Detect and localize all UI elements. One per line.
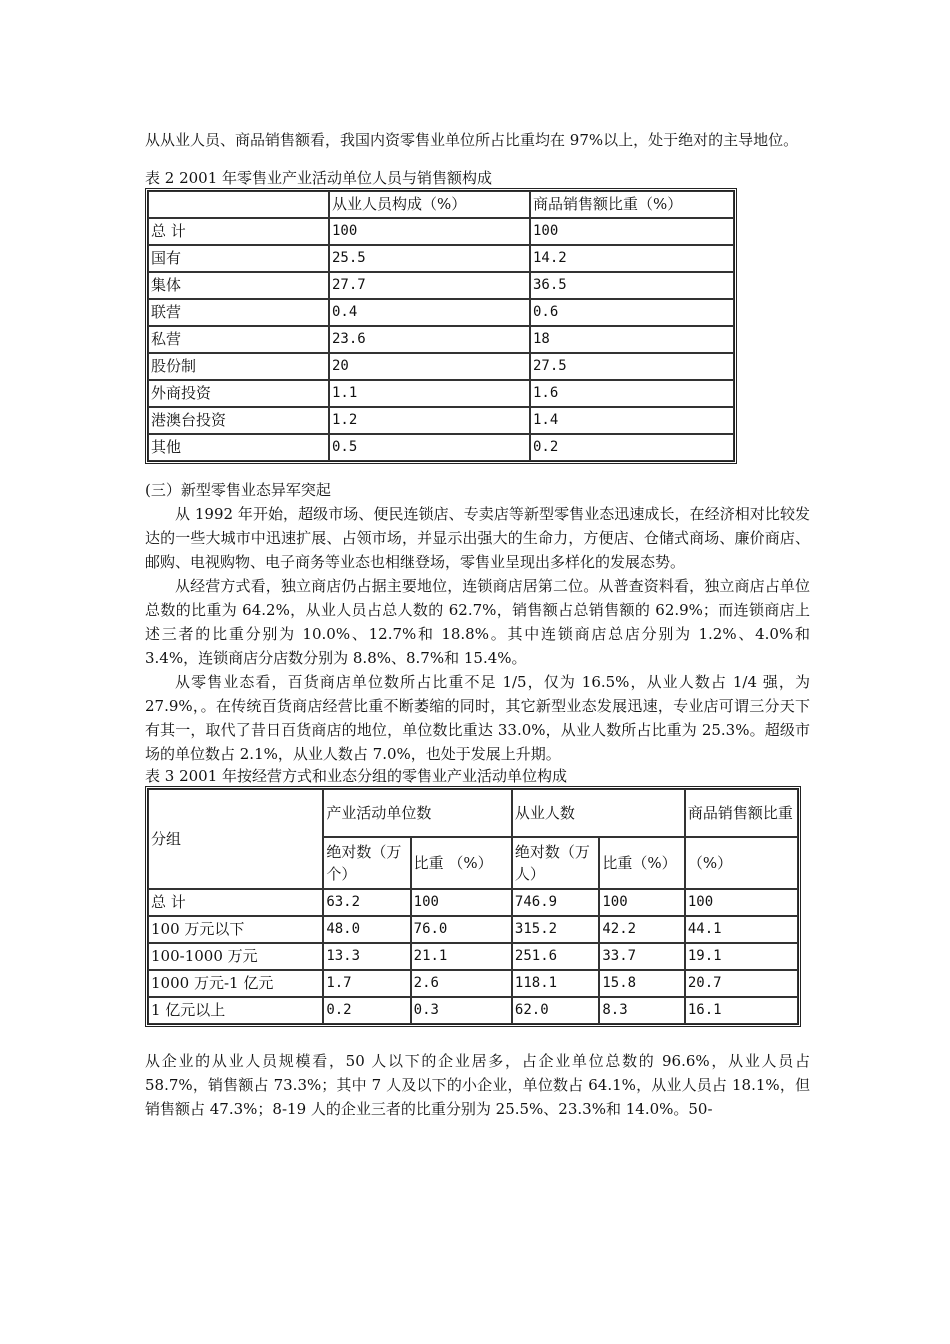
cell-value: 63.2 (323, 889, 410, 916)
cell-value: 100 (411, 889, 512, 916)
cell-staff: 0.4 (329, 299, 530, 326)
cell-value: 8.3 (599, 997, 685, 1024)
table-row (148, 353, 734, 380)
cell-value: 19.1 (685, 943, 798, 970)
row-label: 港澳台投资 (148, 407, 329, 434)
table2-caption: 表 2 2001 年零售业产业活动单位人员与销售额构成 (145, 169, 493, 187)
intro-paragraph: 从从业人员、商品销售额看，我国内资零售业单位所占比重均在 97%以上，处于绝对的主导地位。 (145, 131, 799, 149)
group-header: 分组 (148, 789, 323, 889)
table3-caption: 表 3 2001 年按经营方式和业态分组的零售业产业活动单位构成 (145, 767, 568, 785)
closing-paragraph: 从企业的从业人员规模看，50 人以下的企业居多，占企业单位总数的 96.6%，从业人员占 58.7%，销售额占 73.3%；其中 7 人及以下的小企业，单位数占 64.1%，从业人员占 18.1%，但销售额占 47.3%；8-19 人的企业三者的比重分别为 25.5%、23.3%和 14.0%。50- (145, 1052, 810, 1118)
cell-value: 44.1 (685, 916, 798, 943)
cell-staff: 23.6 (329, 326, 530, 353)
table-header-row (148, 789, 798, 837)
cell-value: 315.2 (512, 916, 599, 943)
cell-sales: 100 (530, 218, 734, 245)
document-page (145, 128, 810, 1121)
row-label: 总 计 (148, 218, 329, 245)
cell-value: 0.2 (323, 997, 410, 1024)
row-label: 私营 (148, 326, 329, 353)
table-header-cell (148, 191, 329, 218)
row-label: 其他 (148, 434, 329, 461)
section3-heading: (三）新型零售业态异军突起 (145, 481, 331, 499)
row-label: 联营 (148, 299, 329, 326)
cell-staff: 1.2 (329, 407, 530, 434)
sales-header: 商品销售额比重 (685, 789, 798, 837)
cell-value: 33.7 (599, 943, 685, 970)
cell-value: 100 (599, 889, 685, 916)
subheader-abs-units: 绝对数（万个） (323, 837, 410, 889)
cell-staff: 100 (329, 218, 530, 245)
cell-value: 100 (685, 889, 798, 916)
staff-header: 从业人数 (512, 789, 685, 837)
cell-value: 0.3 (411, 997, 512, 1024)
cell-value: 20.7 (685, 970, 798, 997)
cell-value: 15.8 (599, 970, 685, 997)
cell-staff: 1.1 (329, 380, 530, 407)
row-label: 外商投资 (148, 380, 329, 407)
cell-value: 118.1 (512, 970, 599, 997)
cell-value: 48.0 (323, 916, 410, 943)
row-label: 100 万元以下 (148, 916, 323, 943)
cell-value: 21.1 (411, 943, 512, 970)
table-header-cell: 从业人员构成（%） (329, 191, 530, 218)
cell-staff: 27.7 (329, 272, 530, 299)
table-row (148, 889, 798, 916)
cell-sales: 1.6 (530, 380, 734, 407)
cell-sales: 27.5 (530, 353, 734, 380)
row-label: 1 亿元以上 (148, 997, 323, 1024)
cell-value: 2.6 (411, 970, 512, 997)
cell-sales: 36.5 (530, 272, 734, 299)
row-label: 100-1000 万元 (148, 943, 323, 970)
table-row (148, 970, 798, 997)
cell-staff: 20 (329, 353, 530, 380)
table-row (148, 943, 798, 970)
subheader-abs-staff: 绝对数（万人） (512, 837, 599, 889)
cell-value: 62.0 (512, 997, 599, 1024)
cell-sales: 14.2 (530, 245, 734, 272)
table-row (148, 997, 798, 1024)
row-label: 集体 (148, 272, 329, 299)
cell-sales: 0.6 (530, 299, 734, 326)
cell-value: 16.1 (685, 997, 798, 1024)
table-header-cell: 商品销售额比重（%） (530, 191, 734, 218)
cell-staff: 0.5 (329, 434, 530, 461)
cell-value: 1.7 (323, 970, 410, 997)
cell-sales: 0.2 (530, 434, 734, 461)
cell-sales: 18 (530, 326, 734, 353)
table-row (148, 916, 798, 943)
row-label: 股份制 (148, 353, 329, 380)
table-row (148, 299, 734, 326)
table-header-row (148, 191, 734, 218)
cell-sales: 1.4 (530, 407, 734, 434)
table-row (148, 407, 734, 434)
row-label: 总 计 (148, 889, 323, 916)
section3-paragraph: 从经营方式看，独立商店仍占据主要地位，连锁商店居第二位。从普查资料看，独立商店占单位总数的比重为 64.2%，从业人员占总人数的 62.7%，销售额占总销售额的 62.9%；而连锁商店上述三者的比重分别为 10.0%、12.7%和 18.8%。其中连锁商店总店分别为 1.2%、4.0%和 3.4%，连锁商店分店数分别为 8.8%、8.7%和 15.4%。 (145, 577, 810, 667)
cell-value: 42.2 (599, 916, 685, 943)
cell-value: 13.3 (323, 943, 410, 970)
table-row (148, 218, 734, 245)
table-row (148, 245, 734, 272)
subheader-pct: 比重 （%） (411, 837, 512, 889)
row-label: 1000 万元-1 亿元 (148, 970, 323, 997)
cell-value: 746.9 (512, 889, 599, 916)
table3 (145, 786, 801, 1027)
units-header: 产业活动单位数 (323, 789, 512, 837)
table-row (148, 380, 734, 407)
table-row (148, 434, 734, 461)
section3-paragraph: 从 1992 年开始，超级市场、便民连锁店、专卖店等新型零售业态迅速成长，在经济相对比较发达的一些大城市中迅速扩展、占领市场，并显示出强大的生命力，方便店、仓储式商场、廉价商店、邮购、电视购物、电子商务等业态也相继登场，零售业呈现出多样化的发展态势。 (145, 505, 810, 571)
cell-value: 251.6 (512, 943, 599, 970)
section3-paragraph: 从零售业态看，百货商店单位数所占比重不足 1/5，仅为 16.5%，从业人数占 1/4 强，为 27.9%，。在传统百货商店经营比重不断萎缩的同时，其它新型业态发展迅速，专业店可谓三分天下有其一，取代了昔日百货商店的地位，单位数比重达 33.0%，从业人数所占比重为 25.3%。超级市场的单位数占 2.1%，从业人数占 7.0%，也处于发展上升期。 (145, 673, 810, 763)
row-label: 国有 (148, 245, 329, 272)
table-row (148, 272, 734, 299)
cell-value: 76.0 (411, 916, 512, 943)
subheader-sales-pct: （%） (685, 837, 798, 889)
cell-staff: 25.5 (329, 245, 530, 272)
subheader-pct-staff: 比重（%） (599, 837, 685, 889)
table-row (148, 326, 734, 353)
table2 (145, 188, 737, 464)
